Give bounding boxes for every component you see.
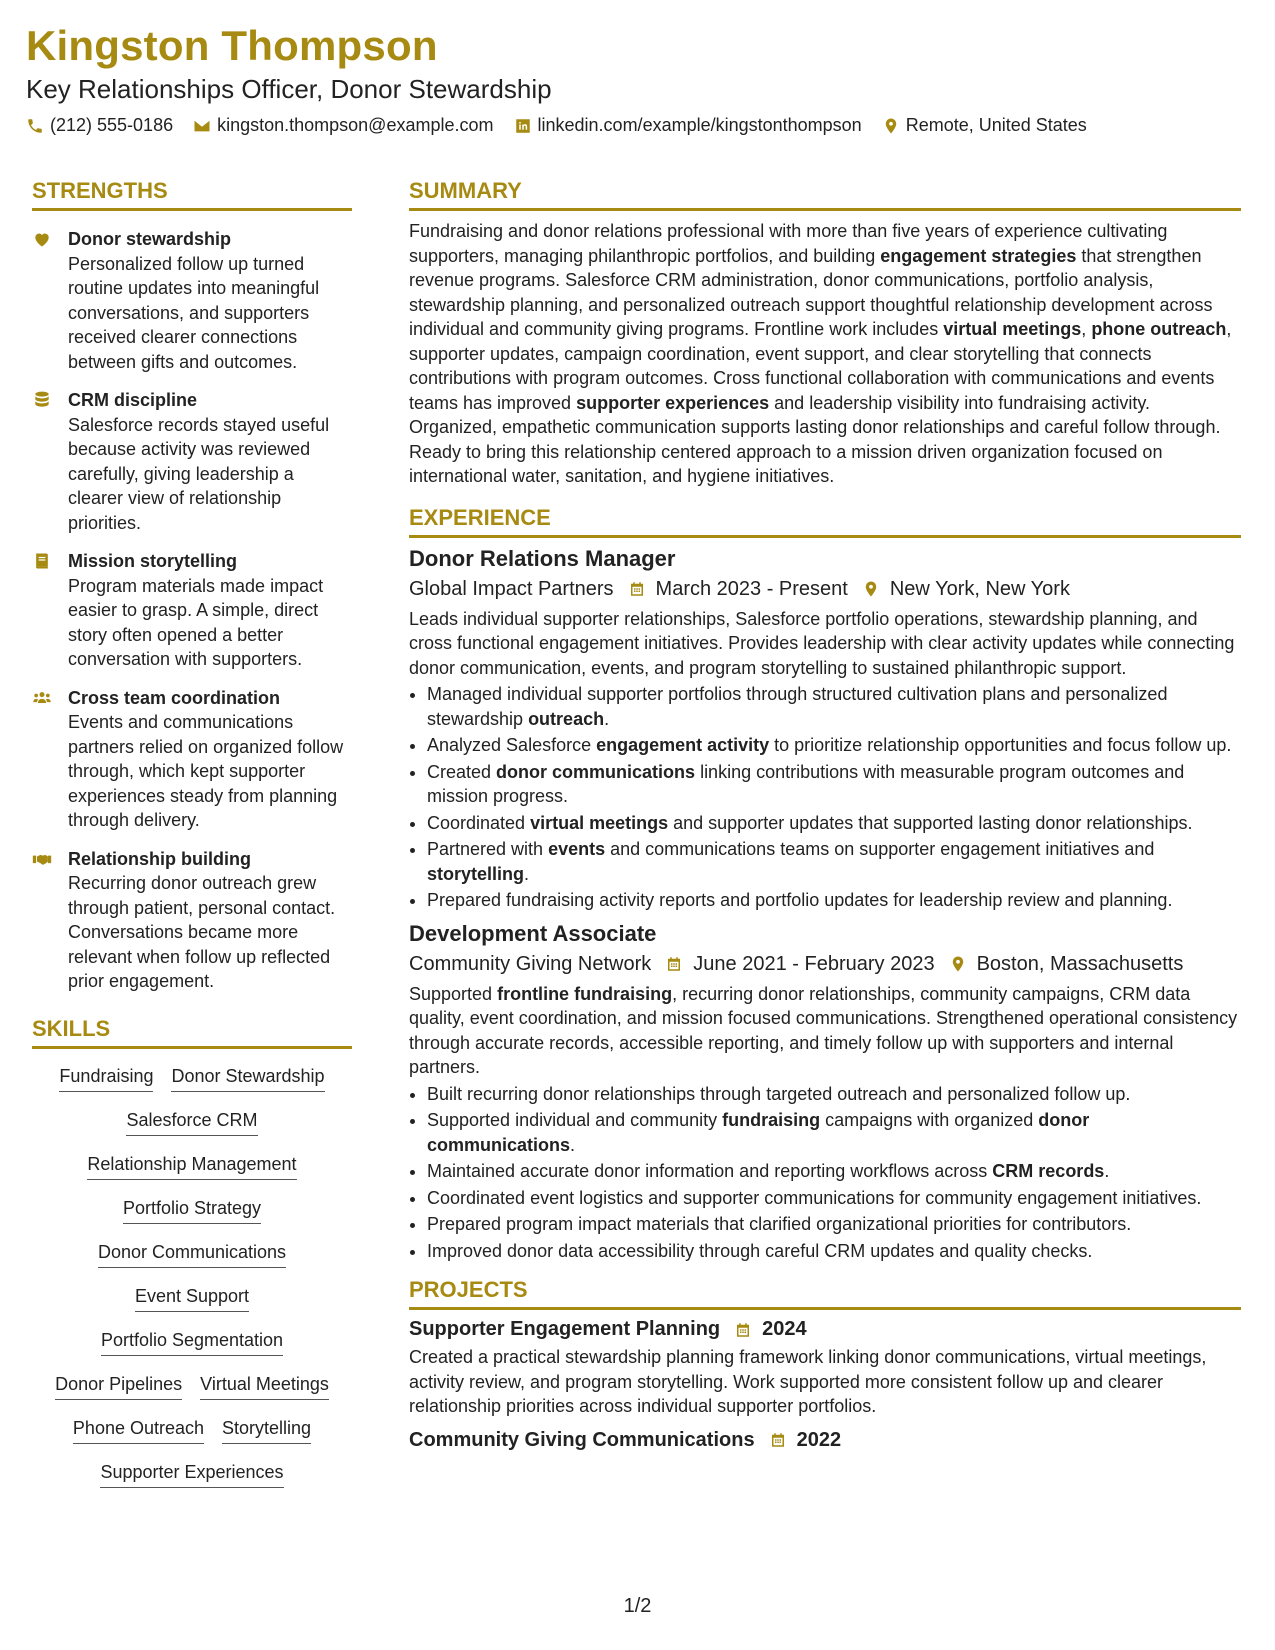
skill-tag: Relationship Management [87, 1153, 296, 1180]
strength-title: Donor stewardship [68, 229, 232, 249]
job-entry [409, 921, 1241, 1264]
candidate-name: Kingston Thompson [26, 22, 438, 69]
strength-text: Personalized follow up turned routine updates into meaningful conversations, and supporters received clearer connections between gifts and outcomes. [68, 253, 320, 372]
skill-tag: Salesforce CRM [126, 1109, 257, 1136]
strength-title: Cross team coordination [68, 687, 281, 708]
map-pin-icon [949, 955, 967, 973]
job-bullets [409, 1082, 1241, 1264]
candidate-role: Key Relationships Officer, Donor Stewardship [26, 74, 552, 104]
calendar-icon [665, 955, 683, 973]
skill-row [36, 1153, 348, 1180]
handshake-icon [32, 849, 52, 869]
project-entry [409, 1429, 1241, 1452]
map-pin-icon [862, 580, 880, 598]
job-meta [409, 953, 1241, 976]
job-company: Community Giving Network [409, 952, 652, 975]
project-title: Community Giving Communications [409, 1428, 755, 1451]
map-pin-icon [882, 117, 900, 135]
projects-heading: PROJECTS [409, 1277, 1241, 1310]
skill-row [36, 1329, 348, 1356]
contact-email[interactable] [193, 115, 493, 136]
skill-row [36, 1241, 348, 1268]
strength-text: Recurring donor outreach grew through patient, personal contact. Conversations became more relevant when follow up reflected prior engagement. [68, 873, 336, 991]
calendar-icon [734, 1321, 752, 1339]
users-icon [32, 688, 52, 708]
skills-list [32, 1065, 352, 1488]
list-item: • Maintained accurate donor information and reporting workflows across CRM records. [427, 1159, 1241, 1184]
list-item: • Improved donor data accessibility through careful CRM updates and quality checks. [427, 1239, 1241, 1264]
list-item: • Supported individual and community fundraising campaigns with organized donor communications. [427, 1108, 1241, 1157]
calendar-icon [769, 1431, 787, 1449]
list-item: • Coordinated event logistics and supporter communications for community engagement initiatives. [427, 1186, 1241, 1211]
list-item: • Prepared program impact materials that clarified organizational priorities for contributors. [427, 1212, 1241, 1237]
list-item: • Managed individual supporter portfolios through structured cultivation plans and personalized stewardship outreach. [427, 682, 1241, 731]
job-description: Leads individual supporter relationships, Salesforce portfolio operations, stewardship planning, and cross functional engagement initiatives. Provides leadership with clear activity updates while connecting donor communication, events, and program storytelling to sustained philanthropic support. [409, 608, 1235, 678]
project-title: Supporter Engagement Planning [409, 1318, 721, 1340]
strengths-heading: STRENGTHS [32, 178, 352, 211]
skill-tag: Donor Stewardship [171, 1065, 324, 1092]
skill-tag: Donor Pipelines [55, 1373, 182, 1400]
job-bullets [409, 682, 1241, 913]
experience-list [409, 546, 1241, 1264]
project-description: Created a practical stewardship planning framework linking donor communications, virtual meetings, activity review, and program storytelling. Work supported more consistent follow up and clearer relationship priorities across individual supporter portfolios. [409, 1347, 1207, 1416]
skill-tag: Event Support [135, 1285, 249, 1312]
envelope-icon [193, 117, 211, 135]
summary-heading: SUMMARY [409, 178, 1241, 211]
skill-tag: Portfolio Strategy [123, 1197, 261, 1224]
strength-text: Salesforce records stayed useful because activity was reviewed carefully, giving leadership a clearer view of relationship priorities. [68, 414, 330, 533]
email-text: kingston.thompson@example.com [217, 115, 494, 135]
contact-phone[interactable] [26, 115, 173, 136]
skills-section [32, 1016, 352, 1488]
experience-heading: EXPERIENCE [409, 505, 1241, 538]
strength-item [32, 549, 352, 672]
list-item: • Prepared fundraising activity reports and portfolio updates for leadership review and planning. [427, 888, 1241, 913]
skill-tag: Virtual Meetings [200, 1373, 329, 1400]
strength-title: Relationship building [68, 848, 251, 869]
list-item: • Built recurring donor relationships through targeted outreach and personalized follow up. [427, 1082, 1241, 1107]
right-column [409, 178, 1241, 1452]
job-title: Development Associate [409, 920, 657, 946]
database-icon [32, 390, 52, 410]
skill-tag: Fundraising [59, 1065, 153, 1092]
list-item: • Partnered with events and communications teams on supporter engagement initiatives and storytelling. [427, 837, 1241, 886]
project-entry [409, 1318, 1241, 1419]
strength-text: Program materials made impact easier to grasp. A simple, direct story often opened a better conversation with supporters. [68, 575, 324, 669]
skills-heading: SKILLS [32, 1016, 352, 1049]
strength-item [32, 686, 352, 833]
project-year: 2022 [796, 1428, 842, 1451]
skill-row [36, 1109, 348, 1136]
skill-row [36, 1285, 348, 1312]
strength-item [32, 227, 352, 374]
job-location: Boston, Massachusetts [976, 952, 1184, 975]
contact-location [882, 115, 1087, 136]
strength-title: CRM discipline [68, 390, 198, 410]
list-item: • Created donor communications linking contributions with measurable program outcomes and mission progress. [427, 760, 1241, 809]
strength-title: Mission storytelling [68, 551, 238, 571]
page-number: 1/2 [623, 1595, 652, 1617]
skill-tag: Phone Outreach [73, 1417, 204, 1444]
contact-bar [26, 115, 1087, 136]
job-meta [409, 578, 1241, 601]
skill-row [36, 1461, 348, 1488]
left-column [32, 178, 352, 1488]
skill-tag: Supporter Experiences [100, 1461, 283, 1488]
job-description: Supported frontline fundraising, recurring donor relationships, community campaigns, CRM data quality, event coordination, and mission focused communications. Strengthened operational consistency through accurate records, accessible reporting, and timely follow up with supporters and internal partners. [409, 983, 1238, 1077]
calendar-icon [628, 580, 646, 598]
linkedin-text: linkedin.com/example/kingstonthompson [537, 115, 862, 135]
strength-item [32, 388, 352, 535]
skill-row [36, 1417, 348, 1444]
phone-icon [26, 117, 44, 135]
projects-list [409, 1318, 1241, 1452]
contact-linkedin[interactable] [514, 115, 862, 136]
project-year: 2024 [762, 1318, 807, 1340]
skill-row [36, 1197, 348, 1224]
job-company: Global Impact Partners [409, 577, 614, 600]
job-title: Donor Relations Manager [409, 545, 676, 571]
skill-tag: Storytelling [222, 1417, 311, 1444]
skill-row [36, 1373, 348, 1400]
job-location: New York, New York [889, 577, 1070, 600]
location-text: Remote, United States [905, 115, 1087, 135]
book-icon [32, 551, 52, 571]
list-item: • Coordinated virtual meetings and supporter updates that supported lasting donor relationships. [427, 811, 1241, 836]
skill-tag: Portfolio Segmentation [101, 1329, 283, 1356]
job-dates: June 2021 - February 2023 [693, 952, 935, 975]
list-item: • Analyzed Salesforce engagement activity to prioritize relationship opportunities and focus follow up. [427, 733, 1241, 758]
summary-text: Fundraising and donor relations professional with more than five years of experience cultivating supporters, managing philanthropic portfolios, and building engagement strategies that strengthen revenue programs. Salesforce CRM administration, donor communications, portfolio analysis, stewardship planning, and personalized outreach support thoughtful relationship development across individual and community giving programs. Frontline work includes virtual meetings, phone outreach, supporter updates, campaign coordination, event support, and clear storytelling that connects contributions with program outcomes. Cross functional collaboration with communications and events teams has improved supporter experiences and leadership visibility into fundraising activity. Organized, empathetic communication supports lasting donor relationships and careful follow through. Ready to bring this relationship centered approach to a mission driven organization focused on international water, sanitation, and hygiene initiatives. [409, 221, 1232, 486]
job-dates: March 2023 - Present [655, 577, 848, 600]
linkedin-icon [514, 117, 532, 135]
strengths-list [32, 227, 352, 994]
strength-text: Events and communications partners relied on organized follow through, which kept supporter experiences steady from planning through delivery. [68, 712, 344, 830]
strength-item [32, 847, 352, 994]
job-entry [409, 546, 1241, 913]
skill-row [36, 1065, 348, 1092]
skill-tag: Donor Communications [98, 1241, 286, 1268]
phone-text: (212) 555-0186 [50, 115, 174, 135]
heart-icon [32, 229, 52, 249]
